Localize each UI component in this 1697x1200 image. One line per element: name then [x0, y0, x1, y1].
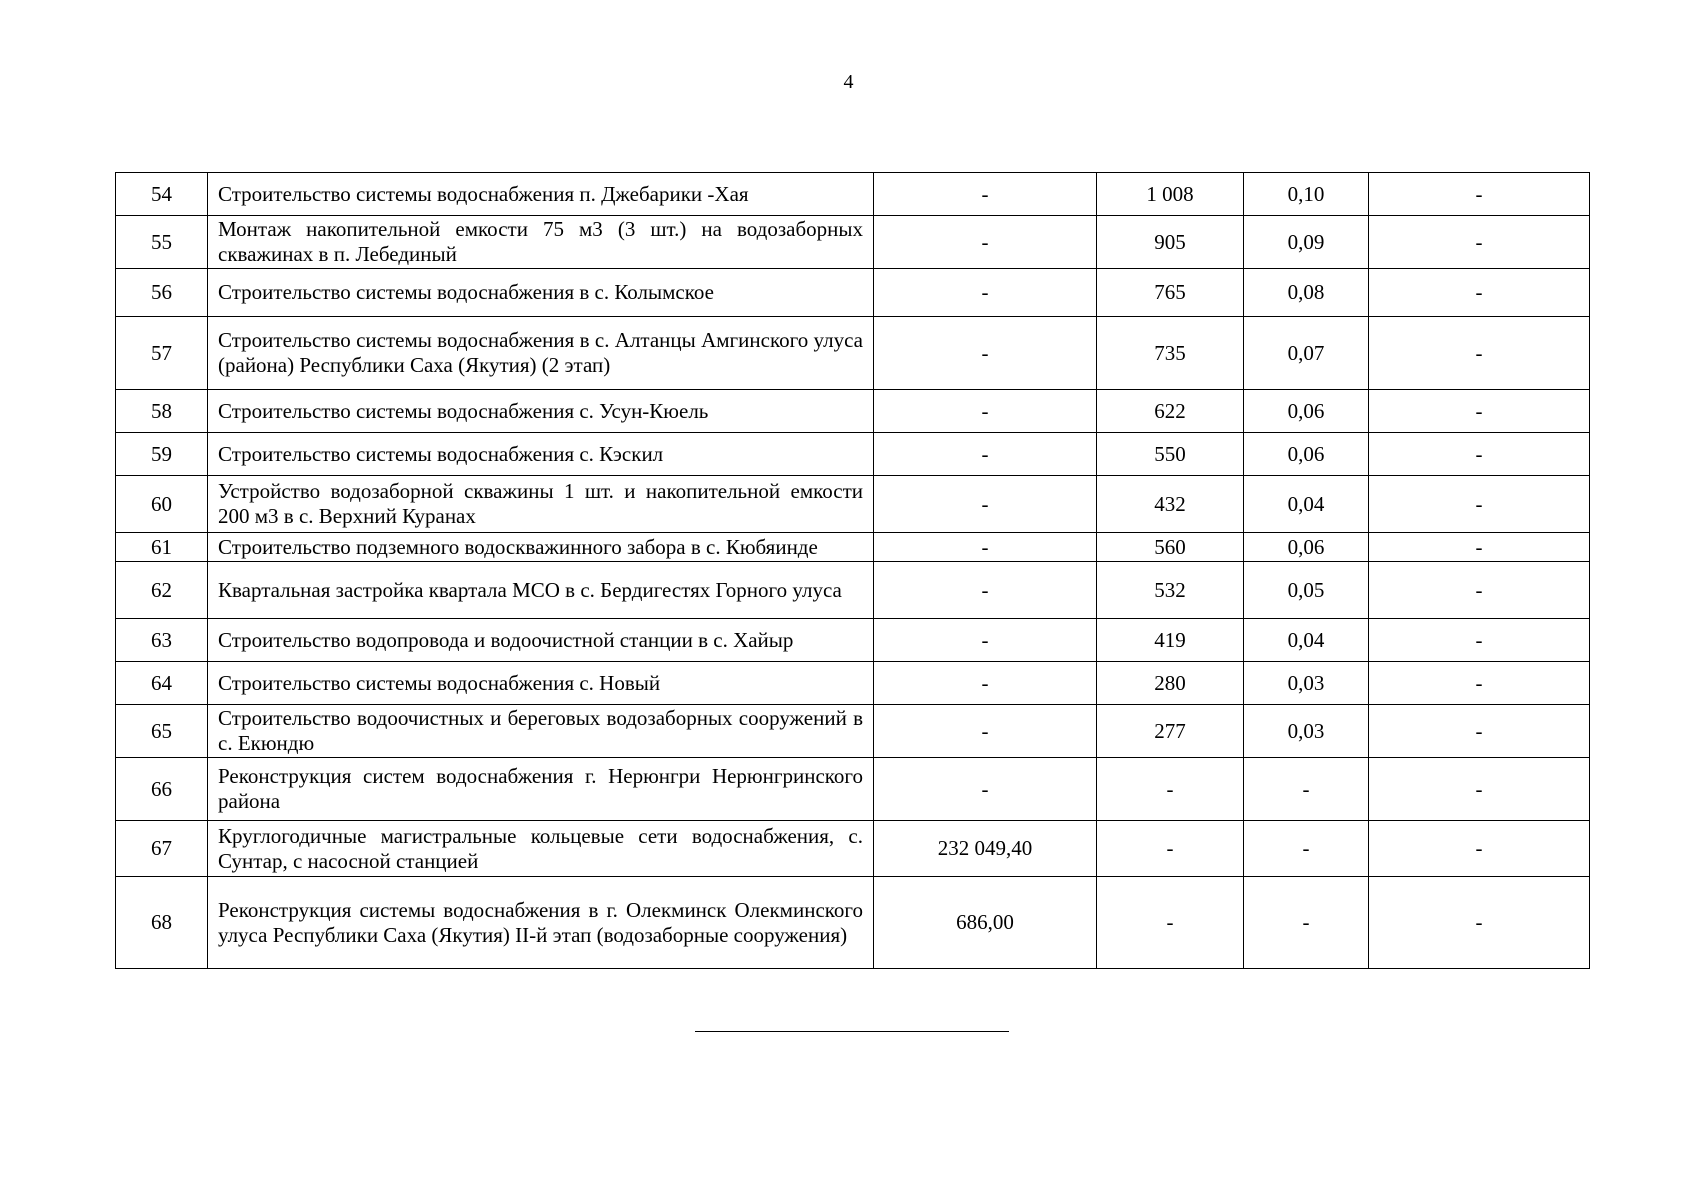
value-col-1: - [874, 269, 1097, 317]
value-col-3: 0,06 [1244, 433, 1369, 476]
value-col-1: - [874, 433, 1097, 476]
project-name: Монтаж накопительной емкости 75 м3 (3 шт.) на водозаборных скважинах в п. Лебединый [208, 216, 874, 269]
value-col-2: 532 [1097, 562, 1244, 619]
row-number: 61 [116, 533, 208, 562]
projects-table [115, 172, 1590, 969]
value-col-1: - [874, 533, 1097, 562]
row-number: 55 [116, 216, 208, 269]
footer-rule [695, 1031, 1009, 1032]
project-name: Строительство подземного водоскважинного забора в с. Кюбяинде [208, 533, 874, 562]
value-col-4: - [1369, 433, 1590, 476]
value-col-2: 905 [1097, 216, 1244, 269]
value-col-4: - [1369, 390, 1590, 433]
table-row [116, 533, 1590, 562]
value-col-4: - [1369, 476, 1590, 533]
value-col-2: 560 [1097, 533, 1244, 562]
project-name: Реконструкция системы водоснабжения в г. Олекминск Олекминского улуса Республики Саха (Якутия) II-й этап (водозаборные сооружения) [208, 877, 874, 969]
table-row [116, 390, 1590, 433]
value-col-4: - [1369, 533, 1590, 562]
table-row [116, 662, 1590, 705]
table-row [116, 821, 1590, 877]
table-row [116, 619, 1590, 662]
value-col-3: - [1244, 821, 1369, 877]
value-col-2: 735 [1097, 317, 1244, 390]
row-number: 59 [116, 433, 208, 476]
value-col-2: 280 [1097, 662, 1244, 705]
value-col-1: 686,00 [874, 877, 1097, 969]
value-col-1: - [874, 662, 1097, 705]
row-number: 60 [116, 476, 208, 533]
value-col-1: - [874, 705, 1097, 758]
value-col-1: - [874, 758, 1097, 821]
table-row [116, 269, 1590, 317]
value-col-2: 765 [1097, 269, 1244, 317]
value-col-3: 0,03 [1244, 662, 1369, 705]
row-number: 58 [116, 390, 208, 433]
value-col-3: 0,09 [1244, 216, 1369, 269]
value-col-1: - [874, 619, 1097, 662]
value-col-4: - [1369, 619, 1590, 662]
value-col-1: - [874, 562, 1097, 619]
value-col-4: - [1369, 269, 1590, 317]
table-row [116, 216, 1590, 269]
table-row [116, 562, 1590, 619]
page-number: 4 [843, 71, 854, 93]
project-name: Круглогодичные магистральные кольцевые сети водоснабжения, с. Сунтар, с насосной станцией [208, 821, 874, 877]
row-number: 68 [116, 877, 208, 969]
project-name: Строительство водопровода и водоочистной станции в с. Хайыр [208, 619, 874, 662]
project-name: Устройство водозаборной скважины 1 шт. и накопительной емкости 200 м3 в с. Верхний Куранах [208, 476, 874, 533]
value-col-4: - [1369, 758, 1590, 821]
project-name: Строительство системы водоснабжения с. Усун-Кюель [208, 390, 874, 433]
value-col-3: 0,06 [1244, 390, 1369, 433]
table-row [116, 476, 1590, 533]
value-col-3: 0,04 [1244, 476, 1369, 533]
value-col-3: 0,03 [1244, 705, 1369, 758]
value-col-2: 622 [1097, 390, 1244, 433]
value-col-2: 432 [1097, 476, 1244, 533]
row-number: 65 [116, 705, 208, 758]
value-col-1: - [874, 390, 1097, 433]
value-col-3: 0,08 [1244, 269, 1369, 317]
value-col-2: 550 [1097, 433, 1244, 476]
value-col-2: - [1097, 758, 1244, 821]
row-number: 54 [116, 173, 208, 216]
project-name: Строительство системы водоснабжения с. Новый [208, 662, 874, 705]
value-col-4: - [1369, 562, 1590, 619]
table-row [116, 758, 1590, 821]
value-col-3: 0,05 [1244, 562, 1369, 619]
project-name: Квартальная застройка квартала МСО в с. Бердигестях Горного улуса [208, 562, 874, 619]
row-number: 63 [116, 619, 208, 662]
value-col-3: 0,04 [1244, 619, 1369, 662]
row-number: 62 [116, 562, 208, 619]
value-col-3: 0,10 [1244, 173, 1369, 216]
value-col-4: - [1369, 173, 1590, 216]
row-number: 57 [116, 317, 208, 390]
value-col-1: - [874, 476, 1097, 533]
value-col-1: - [874, 173, 1097, 216]
value-col-2: 419 [1097, 619, 1244, 662]
table-row [116, 705, 1590, 758]
project-name: Строительство системы водоснабжения п. Джебарики -Хая [208, 173, 874, 216]
value-col-1: - [874, 317, 1097, 390]
table-row [116, 173, 1590, 216]
value-col-1: 232 049,40 [874, 821, 1097, 877]
value-col-2: - [1097, 821, 1244, 877]
value-col-3: 0,07 [1244, 317, 1369, 390]
project-name: Строительство водоочистных и береговых водозаборных сооружений в с. Екюндю [208, 705, 874, 758]
value-col-3: - [1244, 877, 1369, 969]
value-col-2: 277 [1097, 705, 1244, 758]
value-col-3: - [1244, 758, 1369, 821]
value-col-4: - [1369, 317, 1590, 390]
value-col-4: - [1369, 705, 1590, 758]
value-col-4: - [1369, 877, 1590, 969]
project-name: Строительство системы водоснабжения с. Кэскил [208, 433, 874, 476]
row-number: 66 [116, 758, 208, 821]
project-name: Строительство системы водоснабжения в с. Колымское [208, 269, 874, 317]
table-row [116, 877, 1590, 969]
row-number: 56 [116, 269, 208, 317]
value-col-3: 0,06 [1244, 533, 1369, 562]
value-col-4: - [1369, 216, 1590, 269]
table-row [116, 433, 1590, 476]
value-col-1: - [874, 216, 1097, 269]
project-name: Реконструкция систем водоснабжения г. Нерюнгри Нерюнгринского района [208, 758, 874, 821]
value-col-2: 1 008 [1097, 173, 1244, 216]
value-col-2: - [1097, 877, 1244, 969]
row-number: 67 [116, 821, 208, 877]
row-number: 64 [116, 662, 208, 705]
table-row [116, 317, 1590, 390]
value-col-4: - [1369, 662, 1590, 705]
value-col-4: - [1369, 821, 1590, 877]
project-name: Строительство системы водоснабжения в с. Алтанцы Амгинского улуса (района) Республики Саха (Якутия) (2 этап) [208, 317, 874, 390]
